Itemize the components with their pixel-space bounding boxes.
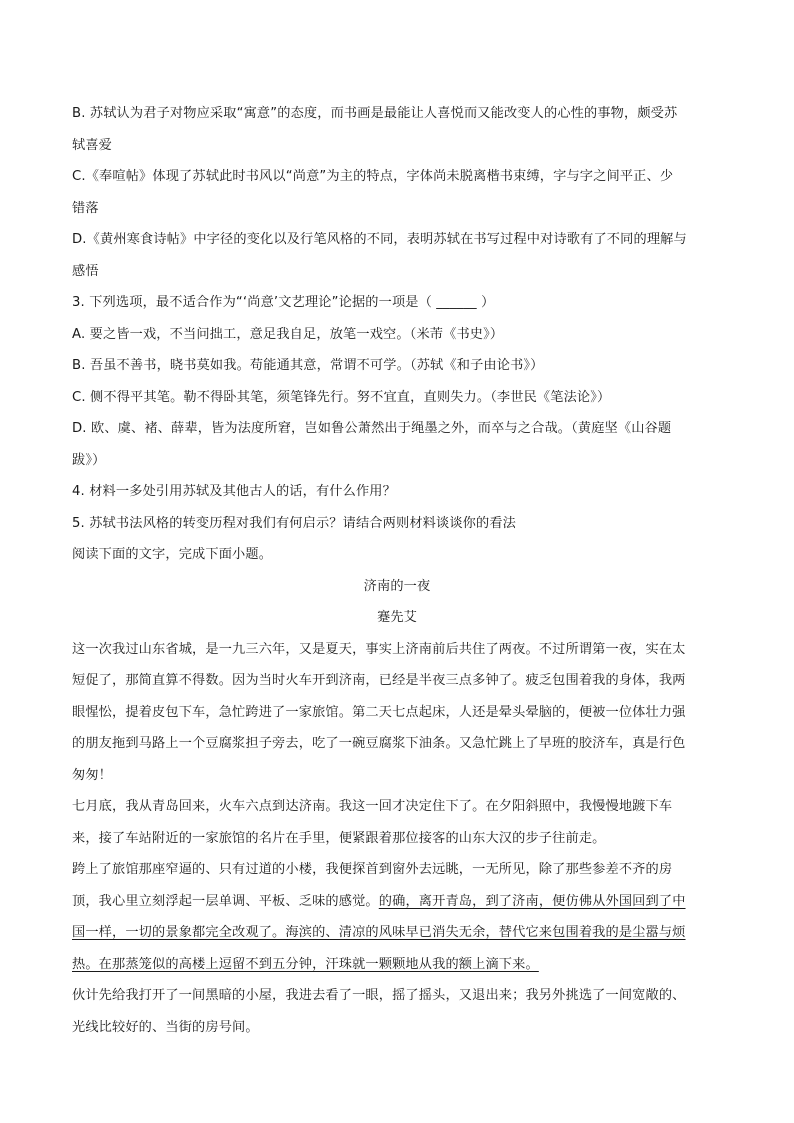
question-3-stem: 3. 下列选项，最不适合作为“‘尚意’文艺理论”论据的一项是（ ______ ） bbox=[72, 295, 495, 310]
question-3-option-a: A. 要之皆一戏，不当问拙工，意足我自足，放笔一戏空。（米芾《书史》） bbox=[72, 326, 504, 342]
underlined-sentence-part-1: 的确，离开青岛，到了济南，便仿佛从外国回到了中 bbox=[378, 893, 686, 909]
question-3-option-d-line-1: D. 欧、虞、褚、薛辈，皆为法度所窘，岂如鲁公萧然出于绳墨之外，而卒与之合哉。（黄庭坚《山谷题 bbox=[72, 421, 672, 436]
paragraph-3-line-2-plain: 顶，我心里立刻浮起一层单调、平板、乏味的感觉。 bbox=[72, 893, 379, 909]
paragraph-3-line-1: 跨上了旅馆那座窄逼的、只有过道的小楼，我便探首到窗外去远眺，一无所见，除了那些参差不齐的房 bbox=[72, 862, 673, 877]
paragraph-1-line-3: 眼惺忪，提着皮包下车，急忙跨进了一家旅馆。第二天七点起床，人还是晕头晕脑的，便被一位体壮力强 bbox=[72, 704, 686, 720]
reading-prompt: 阅读下面的文字，完成下面小题。 bbox=[72, 547, 273, 562]
question-3-option-d-line-2: 跋》） bbox=[72, 452, 106, 468]
paragraph-2-line-1: 七月底，我从青岛回来，火车六点到达济南。我这一回才决定住下了。在夕阳斜照中，我慢慢地踱下车 bbox=[72, 799, 673, 814]
question-3-option-c: C. 侧不得平其笔。勒不得卧其笔，须笔锋先行。努不宜直，直则失力。（李世民《笔法论》） bbox=[72, 389, 611, 405]
underlined-sentence-part-3: 热。在那蒸笼似的高楼上逗留不到五分钟，汗珠就一颗颗地从我的额上滴下来。 bbox=[72, 956, 539, 972]
paragraph-1-line-5: 匆匆！ bbox=[72, 767, 113, 783]
paragraph-3-line-3 bbox=[72, 917, 722, 949]
question-3-option-b: B. 吾虽不善书，晓书莫如我。苟能通其意，常谓不可学。（苏轼《和子由论书》） bbox=[72, 358, 544, 373]
document-page bbox=[72, 98, 722, 1043]
underlined-sentence-part-2: 国一样，一切的景象都完全改观了。海滨的、清凉的风味早已消失无余，替代它来包围着我的是尘嚣与烦 bbox=[72, 925, 686, 940]
paragraph-4-line-2: 光线比较好的、当街的房号间。 bbox=[72, 1019, 259, 1035]
paragraph-3-line-2 bbox=[72, 886, 722, 918]
paragraph-4-line-1: 伙计先给我打开了一间黑暗的小屋，我进去看了一眼，摇了摇头，又退出来；我另外挑选了一间宽敞的、 bbox=[72, 988, 686, 1003]
question-5: 5. 苏轼书法风格的转变历程对我们有何启示？请结合两则材料谈谈你的看法 bbox=[72, 515, 517, 531]
article-author: 蹇先艾 bbox=[376, 610, 417, 625]
option-c-line-1: C.《奉喧帖》体现了苏轼此时书风以“尚意”为主的特点，字体尚未脱离楷书束缚，字与字之间平正、少 bbox=[72, 169, 674, 184]
paragraph-1-line-4: 的朋友拖到马路上一个豆腐浆担子旁去，吃了一碗豆腐浆下油条。又急忙跳上了早班的胶济车，真是行色 bbox=[72, 736, 686, 751]
option-d-line-2: 感悟 bbox=[72, 263, 99, 279]
paragraph-3-line-4 bbox=[72, 949, 722, 981]
question-4: 4. 材料一多处引用苏轼及其他古人的话，有什么作用？ bbox=[72, 484, 396, 499]
paragraph-1-line-1: 这一次我过山东省城，是一九三六年，又是夏天，事实上济南前后共住了两夜。不过所谓第一夜，实在太 bbox=[72, 641, 686, 657]
option-c-line-2: 错落 bbox=[72, 200, 99, 216]
paragraph-2-line-2: 来，接了车站附近的一家旅馆的名片在手里，便紧跟着那位接客的山东大汉的步子往前走。 bbox=[72, 830, 606, 846]
option-b-line-1: B. 苏轼认为君子对物应采取“寓意”的态度，而书画是最能让人喜悦而又能改变人的心性的事物，颇受苏 bbox=[72, 106, 678, 121]
article-title: 济南的一夜 bbox=[363, 578, 431, 594]
option-d-line-1: D.《黄州寒食诗帖》中字径的变化以及行笔风格的不同，表明苏轼在书写过程中对诗歌有了不同的理解与 bbox=[72, 232, 687, 247]
option-b-line-2: 轼喜爱 bbox=[72, 137, 113, 153]
paragraph-1-line-2: 短促了，那简直算不得数。因为当时火车开到济南，已经是半夜三点多钟了。疲乏包围着我的身体，我两 bbox=[72, 673, 686, 688]
